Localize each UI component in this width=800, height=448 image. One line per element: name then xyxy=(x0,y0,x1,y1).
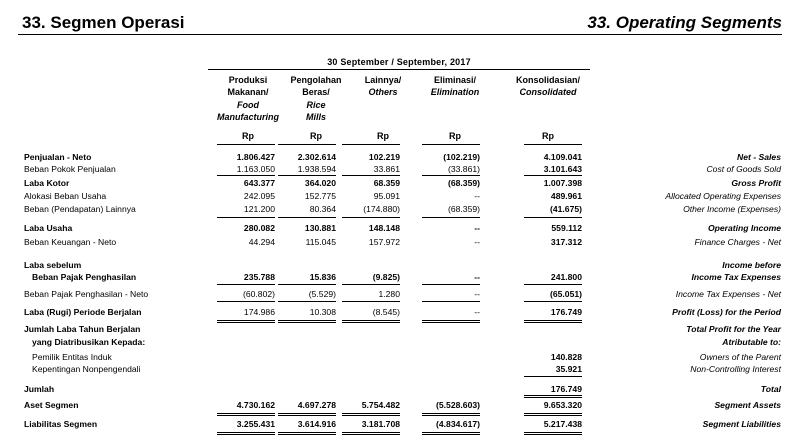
row-label-indonesian: Laba Usaha xyxy=(24,223,73,233)
row-label-indonesian: Penjualan - Neto xyxy=(24,152,92,162)
section-title-indonesian: 33. Segmen Operasi xyxy=(22,13,185,32)
cell-value: 140.828 xyxy=(550,352,582,362)
row-label-indonesian: Kepentingan Nonpengendali xyxy=(32,364,141,374)
cell-value: 3.255.431 xyxy=(236,419,275,429)
column-header-line: Eliminasi/ xyxy=(433,75,477,85)
double-underline xyxy=(524,432,582,435)
single-underline xyxy=(278,301,336,302)
period-heading: 30 September / September, 2017 xyxy=(327,57,471,67)
table-row-beban-lain xyxy=(0,203,800,215)
column-header-line: Consolidated xyxy=(519,87,577,98)
row-label-indonesian: Beban (Pendapatan) Lainnya xyxy=(24,204,136,214)
double-underline xyxy=(342,413,400,416)
column-header-line: Beras/ xyxy=(302,87,330,98)
row-label-english: Owners of the Parent xyxy=(699,352,781,362)
table-row-keuangan xyxy=(0,236,800,248)
double-underline xyxy=(524,395,582,398)
cell-value: (174.880) xyxy=(363,204,400,214)
double-underline xyxy=(217,320,275,323)
table-row-bpp xyxy=(0,163,800,175)
single-underline xyxy=(278,284,336,285)
single-underline xyxy=(342,284,400,285)
double-underline xyxy=(217,413,275,416)
single-underline xyxy=(422,217,480,218)
single-underline xyxy=(422,284,480,285)
row-label-english: Operating Income xyxy=(707,223,781,233)
table-row-penjualan xyxy=(0,151,800,163)
row-label-english: Profit (Loss) for the Period xyxy=(672,307,781,317)
cell-value: 3.614.916 xyxy=(297,419,336,429)
cell-value: 176.749 xyxy=(550,384,582,394)
cell-value: 1.163.050 xyxy=(236,164,275,174)
row-label-indonesian: Alokasi Beban Usaha xyxy=(24,191,107,201)
cell-value: 152.775 xyxy=(304,191,336,201)
row-label-english: Gross Profit xyxy=(731,178,781,188)
table-row-sebelum-a xyxy=(0,259,800,271)
currency-underline xyxy=(278,144,336,145)
column-header-line: Elimination xyxy=(430,87,480,98)
column-header-3 xyxy=(355,74,411,99)
section-title-english: 33. Operating Segments xyxy=(587,13,782,32)
single-underline xyxy=(422,175,480,176)
table-row-sebelum-b xyxy=(0,271,800,283)
row-label-indonesian: Beban Pajak Penghasilan xyxy=(32,272,137,282)
cell-value: 9.653.320 xyxy=(543,400,582,410)
row-label-indonesian: Beban Pokok Penjualan xyxy=(24,164,116,174)
cell-value: (68.359) xyxy=(447,204,480,214)
double-underline xyxy=(278,432,336,435)
cell-value: 3.181.708 xyxy=(361,419,400,429)
cell-value: 115.045 xyxy=(305,237,336,247)
column-header-line: Others xyxy=(368,87,398,98)
currency-underline xyxy=(524,144,582,145)
cell-value: 44.294 xyxy=(248,237,275,247)
row-label-indonesian: Jumlah xyxy=(24,384,55,394)
currency-label: Rp xyxy=(377,131,389,141)
currency-underline xyxy=(422,144,480,145)
double-underline xyxy=(342,432,400,435)
cell-value: 3.101.643 xyxy=(543,164,582,174)
cell-value: 121.200 xyxy=(243,204,275,214)
column-header-line: Lainnya/ xyxy=(364,75,402,85)
cell-value: (4.834.617) xyxy=(436,419,480,429)
table-row-labausaha xyxy=(0,222,800,234)
column-header-line: Rice xyxy=(306,99,326,110)
double-underline xyxy=(422,432,480,435)
cell-value: 4.697.278 xyxy=(297,400,336,410)
row-label-english: Finance Charges - Net xyxy=(694,237,781,247)
double-underline xyxy=(524,413,582,416)
cell-value: 80.364 xyxy=(309,204,336,214)
cell-value: (65.051) xyxy=(549,289,582,299)
single-underline xyxy=(278,175,336,176)
row-label-english: Net - Sales xyxy=(737,152,781,162)
double-underline xyxy=(217,432,275,435)
single-underline xyxy=(278,217,336,218)
cell-value: 15.836 xyxy=(309,272,336,282)
cell-value: 5.217.438 xyxy=(543,419,582,429)
cell-value: (60.802) xyxy=(242,289,275,299)
cell-value: 1.938.594 xyxy=(297,164,336,174)
cell-value: 148.148 xyxy=(368,223,400,233)
row-label-indonesian: Jumlah Laba Tahun Berjalan xyxy=(24,324,141,334)
cell-value: -- xyxy=(474,223,480,233)
single-underline xyxy=(342,175,400,176)
table-row-aset xyxy=(0,399,800,411)
cell-value: 242.095 xyxy=(243,191,275,201)
single-underline xyxy=(524,175,582,176)
row-label-english: Segment Liabilities xyxy=(702,419,781,429)
cell-value: (41.675) xyxy=(549,204,582,214)
cell-value: 5.754.482 xyxy=(361,400,400,410)
row-label-indonesian: Beban Pajak Penghasilan - Neto xyxy=(24,289,149,299)
row-label-indonesian: Laba (Rugi) Periode Berjalan xyxy=(24,307,142,317)
currency-label: Rp xyxy=(242,131,254,141)
row-label-english: Income before xyxy=(722,260,781,270)
single-underline xyxy=(524,217,582,218)
table-row-jumlah xyxy=(0,383,800,395)
currency-label: Rp xyxy=(542,131,554,141)
single-underline xyxy=(342,301,400,302)
currency-label: Rp xyxy=(310,131,322,141)
cell-value: 559.112 xyxy=(551,223,582,233)
column-header-line: Mills xyxy=(305,112,326,123)
cell-value: (5.528.603) xyxy=(436,400,480,410)
column-header-line: Food xyxy=(237,99,259,110)
row-label-indonesian: yang Diatribusikan Kepada: xyxy=(32,337,146,347)
column-header-line: Pengolahan xyxy=(290,75,342,85)
cell-value: 241.800 xyxy=(550,272,582,282)
cell-value: -- xyxy=(474,237,480,247)
column-header-2 xyxy=(281,74,351,124)
row-label-english: Total Profit for the Year xyxy=(686,324,781,334)
title-rule xyxy=(18,34,782,35)
row-label-english: Other Income (Expenses) xyxy=(683,204,781,214)
cell-value: 2.302.614 xyxy=(297,152,336,162)
cell-value: 35.921 xyxy=(555,364,582,374)
cell-value: (68.359) xyxy=(447,178,480,188)
single-underline xyxy=(524,284,582,285)
double-underline xyxy=(422,413,480,416)
cell-value: 33.861 xyxy=(373,164,400,174)
row-label-english: Atributable to: xyxy=(722,337,781,347)
double-underline xyxy=(524,320,582,323)
single-underline xyxy=(217,217,275,218)
table-row-nonpengendali xyxy=(0,363,800,375)
table-row-pajak xyxy=(0,288,800,300)
cell-value: 280.082 xyxy=(243,223,275,233)
cell-value: 102.219 xyxy=(368,152,400,162)
cell-value: 174.986 xyxy=(243,307,275,317)
table-row-jumlah-b xyxy=(0,336,800,348)
double-underline xyxy=(422,320,480,323)
column-header-line: Produksi xyxy=(228,75,268,85)
cell-value: 489.961 xyxy=(550,191,582,201)
double-underline xyxy=(342,320,400,323)
double-underline xyxy=(278,320,336,323)
table-row-alokasi xyxy=(0,190,800,202)
currency-label: Rp xyxy=(449,131,461,141)
table-row-induk xyxy=(0,351,800,363)
row-label-english: Allocated Operating Expenses xyxy=(665,191,781,201)
single-underline xyxy=(422,301,480,302)
cell-value: 235.788 xyxy=(243,272,275,282)
cell-value: (33.861) xyxy=(447,164,480,174)
double-underline xyxy=(278,413,336,416)
period-underline xyxy=(208,69,590,70)
table-row-jumlah-a xyxy=(0,323,800,335)
table-row-labakotor xyxy=(0,177,800,189)
cell-value: 130.881 xyxy=(304,223,336,233)
cell-value: 176.749 xyxy=(550,307,582,317)
cell-value: (5.529) xyxy=(308,289,336,299)
cell-value: -- xyxy=(474,272,480,282)
row-label-english: Cost of Goods Sold xyxy=(706,164,781,174)
cell-value: 95.091 xyxy=(373,191,400,201)
cell-value: 1.280 xyxy=(378,289,400,299)
single-underline xyxy=(217,301,275,302)
table-row-periode xyxy=(0,306,800,318)
row-label-english: Segment Assets xyxy=(714,400,781,410)
row-label-indonesian: Laba Kotor xyxy=(24,178,70,188)
single-underline xyxy=(524,301,582,302)
cell-value: -- xyxy=(474,307,480,317)
row-label-indonesian: Aset Segmen xyxy=(24,400,79,410)
column-header-line: Konsolidasian/ xyxy=(515,75,580,85)
cell-value: 157.972 xyxy=(368,237,400,247)
single-underline xyxy=(217,284,275,285)
cell-value: 643.377 xyxy=(243,178,275,188)
table-row-liabilitas xyxy=(0,418,800,430)
cell-value: (102.219) xyxy=(443,152,480,162)
column-header-4 xyxy=(420,74,490,99)
cell-value: 4.109.041 xyxy=(543,152,582,162)
column-header-line: Manufacturing xyxy=(217,112,279,123)
row-label-english: Total xyxy=(760,384,781,394)
row-label-indonesian: Pemilik Entitas Induk xyxy=(32,352,112,362)
cell-value: 1.806.427 xyxy=(236,152,275,162)
single-underline xyxy=(524,376,582,377)
row-label-indonesian: Liabilitas Segmen xyxy=(24,419,98,429)
cell-value: 317.312 xyxy=(550,237,582,247)
column-header-5 xyxy=(508,74,588,99)
row-label-english: Non-Controlling Interest xyxy=(690,364,781,374)
row-label-english: Income Tax Expenses xyxy=(691,272,781,282)
row-label-english: Income Tax Expenses - Net xyxy=(675,289,781,299)
cell-value: 10.308 xyxy=(309,307,336,317)
currency-underline xyxy=(217,144,275,145)
row-label-indonesian: Beban Keuangan - Neto xyxy=(24,237,117,247)
cell-value: 1.007.398 xyxy=(543,178,582,188)
cell-value: (9.825) xyxy=(372,272,400,282)
cell-value: (8.545) xyxy=(372,307,400,317)
row-label-indonesian: Laba sebelum xyxy=(24,260,82,270)
column-header-1 xyxy=(208,74,288,124)
cell-value: -- xyxy=(474,289,480,299)
single-underline xyxy=(217,175,275,176)
cell-value: 68.359 xyxy=(373,178,400,188)
column-header-line: Makanan/ xyxy=(227,87,269,98)
cell-value: 4.730.162 xyxy=(236,400,275,410)
currency-underline xyxy=(342,144,400,145)
single-underline xyxy=(342,217,400,218)
cell-value: -- xyxy=(474,191,480,201)
cell-value: 364.020 xyxy=(304,178,336,188)
